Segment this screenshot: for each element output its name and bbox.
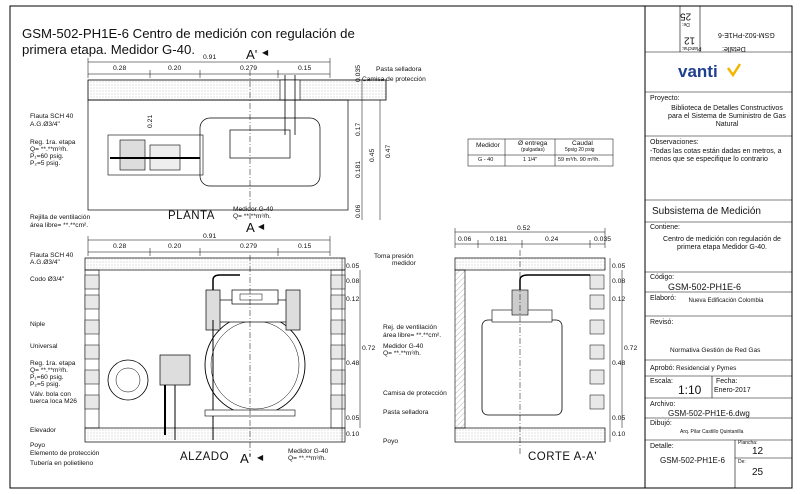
tb-elaboro: Nueva Edificación Colombia bbox=[688, 298, 764, 304]
elev-dim-4: 0.15 bbox=[298, 243, 312, 250]
sec-vdim-6: 0.05 bbox=[612, 415, 626, 422]
plan-dim-total: 0.91 bbox=[203, 54, 217, 61]
plan-dim-3: 0.279 bbox=[240, 65, 258, 72]
label-pasta-sec: Pasta selladora bbox=[383, 409, 429, 416]
label-codo: Codo Ø3/4" bbox=[30, 276, 65, 283]
elev-vdim-3: 0.12 bbox=[346, 296, 360, 303]
section-view bbox=[455, 250, 605, 455]
spec-header-caudal: Caudal bbox=[572, 140, 593, 147]
label-toma1: Toma presión bbox=[374, 253, 414, 260]
section-marker-top: A' bbox=[246, 47, 258, 62]
tb-proyecto: Biblioteca de Detalles Constructivos para el Sistema de Suministro de Gas Natural bbox=[668, 105, 786, 129]
sec-vdim-3: 0.12 bbox=[612, 296, 626, 303]
sec-dim-4: 0.035 bbox=[594, 236, 612, 243]
label-rej2: área libre= **.**cm². bbox=[383, 332, 442, 339]
sec-vdim-2: 0.08 bbox=[612, 278, 626, 285]
spec-row-caudal: 59 m³/h. 90 m³/h. bbox=[558, 157, 600, 163]
label-poyo-sec: Poyo bbox=[383, 438, 399, 445]
view-title-alzado: ALZADO bbox=[180, 451, 230, 463]
plan-vdim-2: 0.21 bbox=[147, 114, 154, 128]
section-marker-mid: A bbox=[246, 220, 255, 235]
label-elemento: Elemento de protección bbox=[30, 450, 100, 457]
label-valv1: Válv. bola con bbox=[30, 391, 71, 398]
plan-vdim-3: 0.17 bbox=[355, 122, 362, 136]
label-reg-plan1: Reg. 1ra. etapa bbox=[30, 139, 76, 146]
elev-vdim-1: 0.05 bbox=[346, 263, 360, 270]
elev-dim-3: 0.279 bbox=[240, 243, 258, 250]
sec-vdim-5: 0.48 bbox=[612, 360, 626, 367]
spec-header-medidor: Medidor bbox=[476, 142, 500, 149]
elev-vdim-7: 0.10 bbox=[346, 431, 360, 438]
label-rej1: Rej. de ventilación bbox=[383, 324, 437, 331]
tb-codigo-label: Código: bbox=[650, 274, 675, 281]
label-rejilla-plan2: área libre= **.**cm². bbox=[30, 222, 89, 229]
tb-dibujo-label: Dibujó: bbox=[650, 420, 672, 427]
elev-vdim-4: 0.72 bbox=[362, 345, 376, 352]
elev-dim-1: 0.28 bbox=[113, 243, 127, 250]
label-rejilla-plan1: Rejilla de ventilación bbox=[30, 214, 91, 221]
section-arrow-mid-icon: ◀ bbox=[258, 222, 265, 231]
label-camisa-sec: Camisa de protección bbox=[383, 390, 447, 397]
tb-fecha-label: Fecha: bbox=[716, 378, 738, 385]
tb-de-label: De: bbox=[738, 459, 746, 465]
plan-vdim-6: 0.47 bbox=[385, 144, 392, 158]
elev-dim-2: 0.20 bbox=[168, 243, 182, 250]
tb-detalle: GSM-502-PH1E-6 bbox=[660, 456, 725, 465]
sec-dim-2: 0.181 bbox=[490, 236, 508, 243]
tb-subsistema: Subsistema de Medición bbox=[652, 206, 761, 217]
sec-dim-3: 0.24 bbox=[545, 236, 559, 243]
label-reg-elev1: Reg. 1ra. etapa bbox=[30, 360, 76, 367]
tb-detalle-label-rot: Detalle: bbox=[722, 45, 746, 53]
elev-vdim-2: 0.08 bbox=[346, 278, 360, 285]
tb-escala: 1:10 bbox=[678, 383, 702, 397]
sec-vdim-4: 0.72 bbox=[624, 345, 638, 352]
label-reg-elev4: P₂=5 psig. bbox=[30, 381, 61, 388]
label-elevador: Elevador bbox=[30, 427, 57, 434]
plan-vdim-7: 0.06 bbox=[355, 204, 362, 218]
tb-obs: -Todas las cotas están dadas en metros, a menos que se especifique lo contrario bbox=[650, 148, 782, 164]
label-flauta-plan1: Flauta SCH 40 bbox=[30, 113, 74, 120]
tb-archivo: GSM-502-PH1E-6.dwg bbox=[668, 409, 750, 418]
label-reg-plan3: P₁=60 psig. bbox=[30, 153, 64, 160]
drawing-title-line1: GSM-502-PH1E-6 Centro de medición con regulación de bbox=[22, 26, 355, 41]
tb-escala-label: Escala: bbox=[650, 378, 673, 385]
label-flauta-plan2: A.G.Ø3/4" bbox=[30, 121, 60, 128]
tb-fecha: Enero-2017 bbox=[714, 387, 751, 394]
brand-logo: vanti bbox=[678, 62, 718, 81]
tb-aprobo: Residencial y Pymes bbox=[676, 365, 737, 372]
label-medidor-plan2: Q= **.**m³/h. bbox=[233, 213, 271, 220]
plan-dim-2: 0.20 bbox=[168, 65, 182, 72]
tb-obs-label: Observaciones: bbox=[650, 139, 699, 146]
tb-contiene: Centro de medición con regulación de primera etapa Medidor G-40. bbox=[663, 236, 781, 252]
drawing-title-line2: primera etapa. Medidor G-40. bbox=[22, 42, 195, 57]
tb-detalle-label: Detalle: bbox=[650, 443, 674, 450]
spec-header-entrega: Ø entrega bbox=[518, 140, 548, 147]
sec-dim-total: 0.52 bbox=[517, 225, 531, 232]
label-reg-elev3: P₁=60 psig. bbox=[30, 374, 64, 381]
tb-de-rot: 25 bbox=[680, 10, 692, 22]
elev-vdim-6: 0.05 bbox=[346, 415, 360, 422]
tb-dibujo: Arq. Pilar Castillo Quintanilla bbox=[680, 429, 744, 435]
spec-row-medidor: G - 40 bbox=[478, 157, 494, 163]
label-reg-plan2: Q= **.**m³/h. bbox=[30, 146, 68, 153]
tb-de: 25 bbox=[752, 467, 764, 478]
plan-vdim-5: 0.181 bbox=[355, 160, 362, 178]
section-arrow-bottom-icon: ◀ bbox=[257, 453, 264, 462]
plan-vdim-4: 0.45 bbox=[369, 148, 376, 162]
spec-row-entrega: 1 1/4" bbox=[523, 157, 538, 163]
label-pasta-plan: Pasta selladora bbox=[376, 66, 422, 73]
tb-plancha-label-rot: Plancha: bbox=[682, 44, 702, 51]
label-reg-plan4: P₂=5 psig. bbox=[30, 160, 61, 167]
tb-contiene-label: Contiene: bbox=[650, 224, 680, 231]
tb-reviso: Normativa Gestión de Red Gas bbox=[670, 347, 761, 354]
tb-de-label-rot: De: bbox=[682, 20, 690, 27]
view-title-corte: CORTE A-A' bbox=[528, 451, 597, 463]
label-medidor-plan1: Medidor G-40 bbox=[233, 206, 274, 213]
label-toma2: medidor bbox=[392, 260, 416, 267]
label-camisa-plan: Camisa de protección bbox=[362, 76, 426, 83]
elevation-view bbox=[85, 255, 345, 455]
spec-sub-psig: 5psig 20 psig bbox=[565, 147, 595, 153]
brand-check-icon bbox=[726, 62, 742, 78]
tb-detalle-rot: GSM-502-PH1E-6 bbox=[718, 31, 775, 39]
spec-sub-pulgadas: (pulgadas) bbox=[521, 147, 545, 153]
tb-elaboro-label: Elaboró: bbox=[650, 295, 677, 302]
label-valv2: tuerca loca M26 bbox=[30, 398, 77, 405]
section-marker-bottom: A' bbox=[240, 451, 252, 466]
label-flauta-elev2: A.G.Ø3/4" bbox=[30, 259, 60, 266]
plan-dim-1: 0.28 bbox=[113, 65, 127, 72]
label-flauta-elev1: Flauta SCH 40 bbox=[30, 252, 74, 259]
section-arrow-top-icon: ◀ bbox=[262, 48, 269, 57]
label-medidor-bottom1: Medidor G-40 bbox=[288, 448, 329, 455]
label-medg1: Medidor G-40 bbox=[383, 343, 424, 350]
label-medg2: Q= **.**m³/h. bbox=[383, 350, 421, 357]
sec-vdim-7: 0.10 bbox=[612, 431, 626, 438]
tb-reviso-label: Revisó: bbox=[650, 319, 674, 326]
plan-dim-4: 0.15 bbox=[298, 65, 312, 72]
view-title-planta: PLANTA bbox=[168, 210, 215, 222]
label-universal: Universal bbox=[30, 343, 58, 350]
label-niple: Niple bbox=[30, 321, 46, 328]
sec-vdim-1: 0.05 bbox=[612, 263, 626, 270]
label-tuberia: Tubería en polietileno bbox=[30, 460, 94, 467]
tb-plancha: 12 bbox=[752, 446, 764, 457]
tb-archivo-label: Archivo: bbox=[650, 401, 676, 408]
plan-view bbox=[88, 70, 386, 220]
label-poyo: Poyo bbox=[30, 442, 46, 449]
tb-codigo: GSM-502-PH1E-6 bbox=[668, 282, 742, 292]
label-reg-elev2: Q= **.**m³/h. bbox=[30, 367, 68, 374]
tb-proyecto-label: Proyecto: bbox=[650, 95, 680, 102]
tb-plancha-label: Plancha: bbox=[738, 440, 758, 446]
elev-vdim-5: 0.48 bbox=[346, 360, 360, 367]
tb-plancha-rot: 12 bbox=[684, 34, 696, 46]
sec-dim-1: 0.06 bbox=[458, 236, 472, 243]
label-medidor-bottom2: Q= **.**m³/h. bbox=[288, 455, 326, 462]
elev-dim-total: 0.91 bbox=[203, 233, 217, 240]
tb-aprobo-label: Aprobó: bbox=[650, 365, 675, 372]
plan-vdim-1: 0.035 bbox=[355, 64, 362, 82]
